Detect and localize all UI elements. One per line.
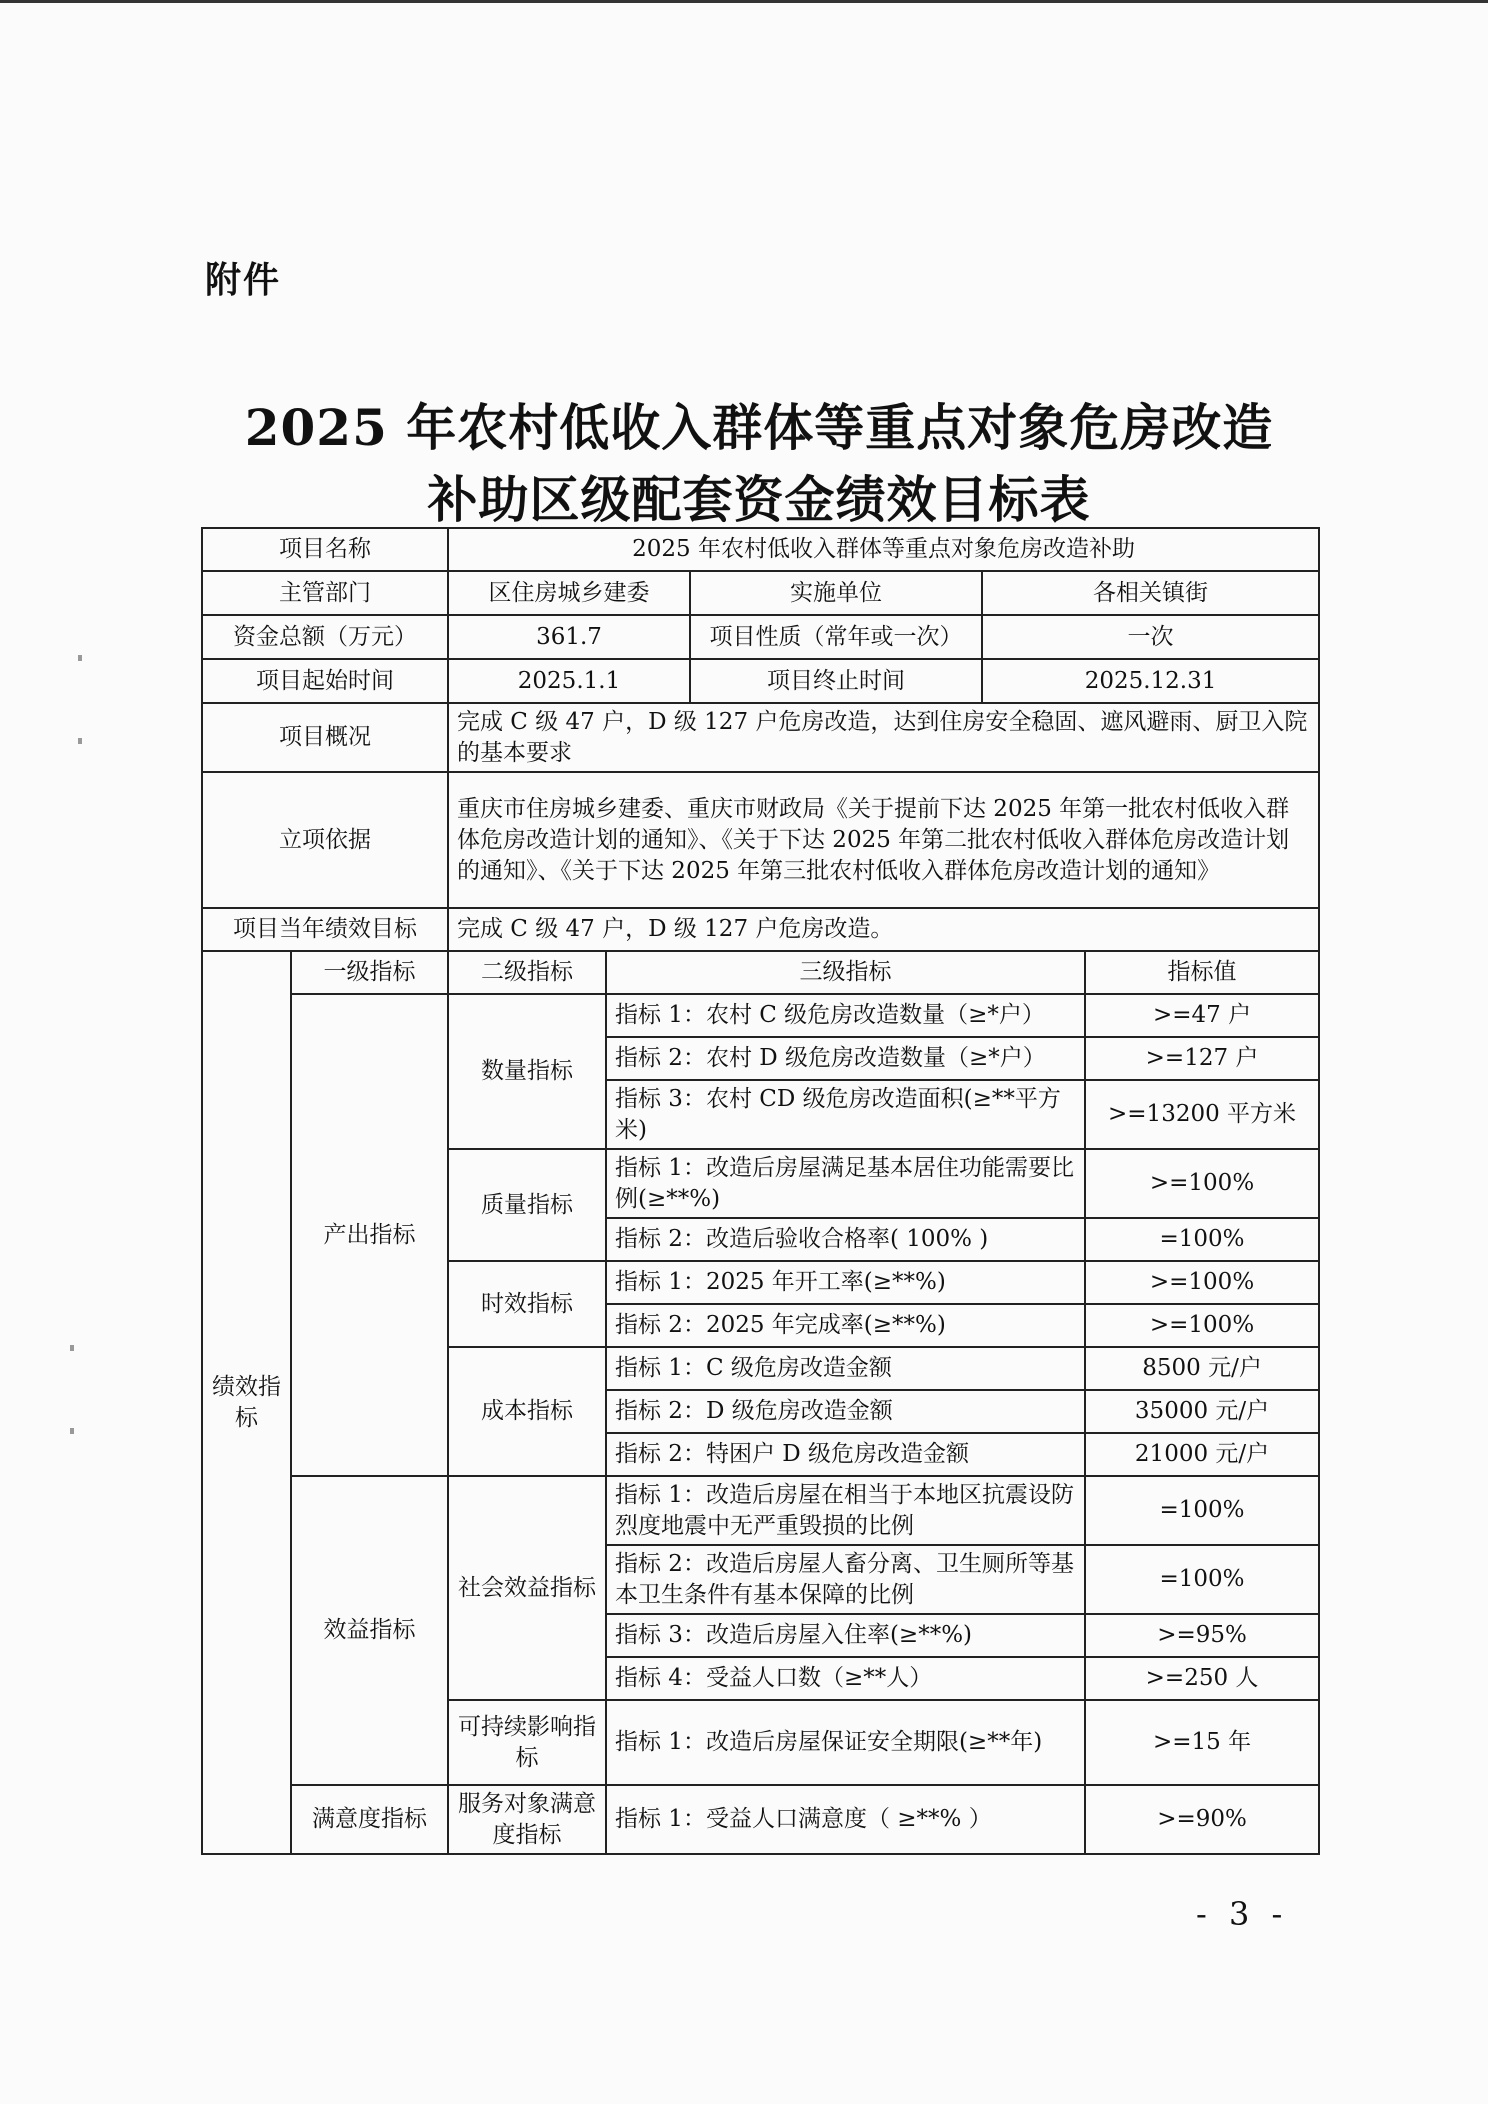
indicator-name: 指标 3：农村 CD 级危房改造面积(≥**平方米) (606, 1080, 1085, 1149)
indicator-name: 指标 1：改造后房屋在相当于本地区抗震设防烈度地震中无严重毁损的比例 (606, 1476, 1085, 1545)
indicator-value: >=47 户 (1085, 994, 1319, 1037)
dept-label: 主管部门 (202, 571, 448, 615)
page-top-border (0, 0, 1488, 3)
goal-value: 完成 C 级 47 户，D 级 127 户危房改造。 (448, 908, 1319, 951)
indicator-name: 指标 1：C 级危房改造金额 (606, 1347, 1085, 1390)
level2-sustain: 可持续影响指标 (448, 1700, 606, 1785)
table-row (202, 528, 1319, 571)
indicator-name: 指标 2：D 级危房改造金额 (606, 1390, 1085, 1433)
table-row (202, 615, 1319, 659)
table-row (202, 994, 1319, 1037)
col-header-value: 指标值 (1085, 951, 1319, 994)
indicator-value: >=127 户 (1085, 1037, 1319, 1080)
indicator-value: >=100% (1085, 1304, 1319, 1347)
scan-speck (78, 655, 82, 661)
indicator-name: 指标 2：特困户 D 级危房改造金额 (606, 1433, 1085, 1476)
basis-value: 重庆市住房城乡建委、重庆市财政局《关于提前下达 2025 年第一批农村低收入群体危房改造计划的通知》、《关于下达 2025 年第二批农村低收入群体危房改造计划的通知》、《关于下达 2025 年第三批农村低收入群体危房改造计划的通知》 (448, 772, 1319, 908)
scan-speck (78, 738, 82, 744)
indicator-value: =100% (1085, 1218, 1319, 1261)
indicator-name: 指标 4：受益人口数（≥**人） (606, 1657, 1085, 1700)
indicator-name: 指标 1：农村 C 级危房改造数量（≥*户） (606, 994, 1085, 1037)
indicator-value: >=95% (1085, 1614, 1319, 1657)
table-row (202, 659, 1319, 703)
indicator-name: 指标 1：2025 年开工率(≥**%) (606, 1261, 1085, 1304)
project-name-value: 2025 年农村低收入群体等重点对象危房改造补助 (448, 528, 1319, 571)
table-row (202, 1476, 1319, 1545)
level2-quantity: 数量指标 (448, 994, 606, 1149)
indicator-value: >=15 年 (1085, 1700, 1319, 1785)
indicator-name: 指标 1：受益人口满意度（ ≥**% ） (606, 1785, 1085, 1854)
indicator-value: >=90% (1085, 1785, 1319, 1854)
fund-label: 资金总额（万元） (202, 615, 448, 659)
indicator-value: >=13200 平方米 (1085, 1080, 1319, 1149)
level2-social: 社会效益指标 (448, 1476, 606, 1700)
end-label: 项目终止时间 (690, 659, 982, 703)
table-row (202, 908, 1319, 951)
indicator-value: >=250 人 (1085, 1657, 1319, 1700)
document-title-line2: 补助区级配套资金绩效目标表 (427, 470, 1091, 529)
goal-label: 项目当年绩效目标 (202, 908, 448, 951)
perf-indicator-section-label: 绩效指标 (202, 951, 291, 1854)
indicator-name: 指标 2：2025 年完成率(≥**%) (606, 1304, 1085, 1347)
table-row (202, 1785, 1319, 1854)
level2-cost: 成本指标 (448, 1347, 606, 1476)
dept-value: 区住房城乡建委 (448, 571, 690, 615)
indicator-name: 指标 2：改造后验收合格率( 100% ) (606, 1218, 1085, 1261)
indicator-name: 指标 2：农村 D 级危房改造数量（≥*户） (606, 1037, 1085, 1080)
basis-label: 立项依据 (202, 772, 448, 908)
level2-quality: 质量指标 (448, 1149, 606, 1261)
table-row (202, 571, 1319, 615)
overview-label: 项目概况 (202, 703, 448, 772)
indicator-value: =100% (1085, 1476, 1319, 1545)
fund-value: 361.7 (448, 615, 690, 659)
start-label: 项目起始时间 (202, 659, 448, 703)
nature-label: 项目性质（常年或一次） (690, 615, 982, 659)
level2-timeliness: 时效指标 (448, 1261, 606, 1347)
scan-speck (70, 1428, 74, 1434)
end-value: 2025.12.31 (982, 659, 1319, 703)
col-header-level2: 二级指标 (448, 951, 606, 994)
impl-value: 各相关镇街 (982, 571, 1319, 615)
col-header-level3: 三级指标 (606, 951, 1085, 994)
indicator-value: =100% (1085, 1545, 1319, 1614)
attachment-label: 附件 (205, 260, 282, 301)
project-name-label: 项目名称 (202, 528, 448, 571)
level1-benefit: 效益指标 (291, 1476, 448, 1785)
level2-service: 服务对象满意度指标 (448, 1785, 606, 1854)
level1-output: 产出指标 (291, 994, 448, 1476)
indicator-value: >=100% (1085, 1149, 1319, 1218)
level1-satisfaction: 满意度指标 (291, 1785, 448, 1854)
page-number: - 3 - (1196, 1895, 1289, 1933)
table-row (202, 703, 1319, 772)
performance-target-table (201, 527, 1320, 1855)
col-header-level1: 一级指标 (291, 951, 448, 994)
indicator-value: 8500 元/户 (1085, 1347, 1319, 1390)
scan-speck (70, 1345, 74, 1351)
indicator-value: 35000 元/户 (1085, 1390, 1319, 1433)
table-row (202, 951, 1319, 994)
start-value: 2025.1.1 (448, 659, 690, 703)
indicator-value: 21000 元/户 (1085, 1433, 1319, 1476)
indicator-name: 指标 2：改造后房屋人畜分离、卫生厕所等基本卫生条件有基本保障的比例 (606, 1545, 1085, 1614)
indicator-value: >=100% (1085, 1261, 1319, 1304)
overview-value: 完成 C 级 47 户，D 级 127 户危房改造，达到住房安全稳固、遮风避雨、厨卫入院的基本要求 (448, 703, 1319, 772)
document-title-line1: 2025 年农村低收入群体等重点对象危房改造 (244, 398, 1274, 457)
indicator-name: 指标 3：改造后房屋入住率(≥**%) (606, 1614, 1085, 1657)
indicator-name: 指标 1：改造后房屋保证安全期限(≥**年) (606, 1700, 1085, 1785)
impl-label: 实施单位 (690, 571, 982, 615)
indicator-name: 指标 1：改造后房屋满足基本居住功能需要比例(≥**%) (606, 1149, 1085, 1218)
table-row (202, 772, 1319, 908)
nature-value: 一次 (982, 615, 1319, 659)
